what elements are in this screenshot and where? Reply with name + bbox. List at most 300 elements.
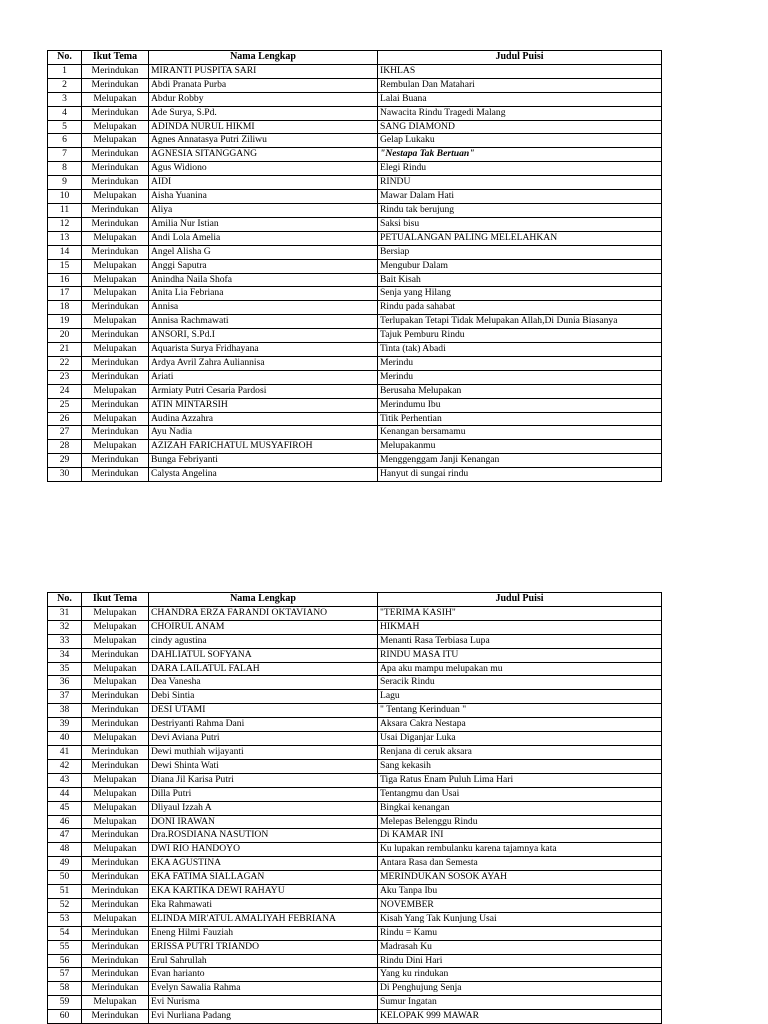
cell-no: 12: [48, 217, 82, 231]
cell-nama-lengkap: MIRANTI PUSPITA SARI: [149, 64, 378, 78]
table-row: [48, 690, 662, 704]
cell-judul-puisi: RINDU: [378, 176, 662, 190]
table-row: [48, 815, 662, 829]
cell-nama-lengkap: ELINDA MIR'ATUL AMALIYAH FEBRIANA: [149, 912, 378, 926]
cell-ikut-tema: Melupakan: [82, 231, 149, 245]
table-row: [48, 732, 662, 746]
cell-nama-lengkap: Devi Aviana Putri: [149, 732, 378, 746]
cell-ikut-tema: Merindukan: [82, 370, 149, 384]
cell-judul-puisi: Saksi bisu: [378, 217, 662, 231]
cell-ikut-tema: Merindukan: [82, 885, 149, 899]
cell-judul-puisi: Kenangan bersamamu: [378, 426, 662, 440]
cell-ikut-tema: Melupakan: [82, 440, 149, 454]
cell-no: 17: [48, 287, 82, 301]
cell-judul-puisi: Senja yang Hilang: [378, 287, 662, 301]
cell-judul-puisi: Berusaha Melupakan: [378, 384, 662, 398]
cell-judul-puisi: Rembulan Dan Matahari: [378, 78, 662, 92]
table-row: [48, 412, 662, 426]
cell-judul-puisi: PETUALANGAN PALING MELELAHKAN: [378, 231, 662, 245]
cell-judul-puisi: Tiga Ratus Enam Puluh Lima Hari: [378, 773, 662, 787]
cell-ikut-tema: Melupakan: [82, 801, 149, 815]
cell-judul-puisi: Bersiap: [378, 245, 662, 259]
cell-ikut-tema: Melupakan: [82, 190, 149, 204]
cell-judul-puisi: " Tentang Kerinduan ": [378, 704, 662, 718]
cell-no: 33: [48, 634, 82, 648]
cell-nama-lengkap: Agnes Annatasya Putri Ziliwu: [149, 134, 378, 148]
table-row: [48, 982, 662, 996]
cell-no: 29: [48, 454, 82, 468]
table-row: [48, 454, 662, 468]
cell-no: 47: [48, 829, 82, 843]
cell-judul-puisi: Aku Tanpa Ibu: [378, 885, 662, 899]
cell-ikut-tema: Merindukan: [82, 1010, 149, 1024]
cell-nama-lengkap: cindy agustina: [149, 634, 378, 648]
cell-ikut-tema: Merindukan: [82, 217, 149, 231]
cell-no: 5: [48, 120, 82, 134]
cell-ikut-tema: Merindukan: [82, 148, 149, 162]
table-row: [48, 801, 662, 815]
table-row: [48, 843, 662, 857]
cell-no: 45: [48, 801, 82, 815]
cell-judul-puisi: Rindu tak berujung: [378, 203, 662, 217]
cell-judul-puisi: Renjana di ceruk aksara: [378, 745, 662, 759]
cell-nama-lengkap: Dliyaul Izzah A: [149, 801, 378, 815]
cell-ikut-tema: Merindukan: [82, 690, 149, 704]
cell-nama-lengkap: AZIZAH FARICHATUL MUSYAFIROH: [149, 440, 378, 454]
cell-judul-puisi: Merindumu Ibu: [378, 398, 662, 412]
cell-nama-lengkap: ANSORI, S.Pd.I: [149, 329, 378, 343]
cell-nama-lengkap: Amilia Nur Istian: [149, 217, 378, 231]
cell-no: 60: [48, 1010, 82, 1024]
cell-nama-lengkap: DAHLIATUL SOFYANA: [149, 648, 378, 662]
header-nama-lengkap: Nama Lengkap: [149, 593, 378, 607]
table-row: [48, 176, 662, 190]
table-row: [48, 606, 662, 620]
cell-nama-lengkap: Eneng Hilmi Fauziah: [149, 926, 378, 940]
cell-ikut-tema: Merindukan: [82, 356, 149, 370]
cell-no: 13: [48, 231, 82, 245]
cell-nama-lengkap: AGNESIA SITANGGANG: [149, 148, 378, 162]
cell-judul-puisi: Di Penghujung Senja: [378, 982, 662, 996]
cell-ikut-tema: Melupakan: [82, 120, 149, 134]
table-row: [48, 885, 662, 899]
cell-no: 42: [48, 759, 82, 773]
cell-judul-puisi: Yang ku rindukan: [378, 968, 662, 982]
cell-ikut-tema: Melupakan: [82, 996, 149, 1010]
cell-ikut-tema: Melupakan: [82, 773, 149, 787]
cell-no: 11: [48, 203, 82, 217]
cell-ikut-tema: Merindukan: [82, 898, 149, 912]
cell-nama-lengkap: Anggi Saputra: [149, 259, 378, 273]
cell-no: 49: [48, 857, 82, 871]
cell-nama-lengkap: Ade Surya, S.Pd.: [149, 106, 378, 120]
cell-nama-lengkap: Ardya Avril Zahra Auliannisa: [149, 356, 378, 370]
cell-ikut-tema: Merindukan: [82, 78, 149, 92]
cell-judul-puisi: Elegi Rindu: [378, 162, 662, 176]
cell-judul-puisi: "Nestapa Tak Bertuan": [378, 148, 662, 162]
cell-no: 36: [48, 676, 82, 690]
cell-nama-lengkap: Erul Sahrullah: [149, 954, 378, 968]
table-row: [48, 829, 662, 843]
table-row: [48, 926, 662, 940]
table-row: [48, 217, 662, 231]
table-row: [48, 64, 662, 78]
cell-ikut-tema: Melupakan: [82, 634, 149, 648]
cell-nama-lengkap: Dra.ROSDIANA NASUTION: [149, 829, 378, 843]
table-row: [48, 468, 662, 482]
table-row: [48, 120, 662, 134]
table-body: [48, 64, 662, 481]
cell-no: 52: [48, 898, 82, 912]
cell-nama-lengkap: ADINDA NURUL HIKMI: [149, 120, 378, 134]
cell-nama-lengkap: ERISSA PUTRI TRIANDO: [149, 940, 378, 954]
cell-no: 46: [48, 815, 82, 829]
cell-judul-puisi: KELOPAK 999 MAWAR: [378, 1010, 662, 1024]
cell-judul-puisi: Rindu pada sahabat: [378, 301, 662, 315]
cell-nama-lengkap: Evi Nurliana Padang: [149, 1010, 378, 1024]
cell-nama-lengkap: Aquarista Surya Fridhayana: [149, 343, 378, 357]
cell-ikut-tema: Melupakan: [82, 815, 149, 829]
table-row: [48, 148, 662, 162]
table-row: [48, 620, 662, 634]
cell-nama-lengkap: Audina Azzahra: [149, 412, 378, 426]
cell-nama-lengkap: Andi Lola Amelia: [149, 231, 378, 245]
roster-table-1: [47, 50, 662, 482]
cell-ikut-tema: Melupakan: [82, 134, 149, 148]
cell-no: 41: [48, 745, 82, 759]
cell-no: 7: [48, 148, 82, 162]
cell-no: 15: [48, 259, 82, 273]
cell-ikut-tema: Melupakan: [82, 732, 149, 746]
table-row: [48, 356, 662, 370]
table-row: [48, 370, 662, 384]
table-row: [48, 106, 662, 120]
cell-judul-puisi: Gelap Lukaku: [378, 134, 662, 148]
table-header-row: [48, 593, 662, 607]
cell-no: 31: [48, 606, 82, 620]
cell-nama-lengkap: DARA LAILATUL FALAH: [149, 662, 378, 676]
table-row: [48, 857, 662, 871]
cell-nama-lengkap: CHOIRUL ANAM: [149, 620, 378, 634]
table-row: [48, 745, 662, 759]
table-row: [48, 676, 662, 690]
cell-ikut-tema: Merindukan: [82, 954, 149, 968]
cell-nama-lengkap: Aisha Yuanina: [149, 190, 378, 204]
cell-ikut-tema: Merindukan: [82, 718, 149, 732]
table-row: [48, 787, 662, 801]
cell-nama-lengkap: Debi Sintia: [149, 690, 378, 704]
cell-ikut-tema: Melupakan: [82, 287, 149, 301]
cell-nama-lengkap: DONI IRAWAN: [149, 815, 378, 829]
header-ikut-tema: Ikut Tema: [82, 51, 149, 65]
cell-no: 22: [48, 356, 82, 370]
table-row: [48, 759, 662, 773]
cell-ikut-tema: Merindukan: [82, 982, 149, 996]
cell-ikut-tema: Merindukan: [82, 301, 149, 315]
cell-judul-puisi: Aksara Cakra Nestapa: [378, 718, 662, 732]
cell-no: 40: [48, 732, 82, 746]
cell-nama-lengkap: Dilla Putri: [149, 787, 378, 801]
cell-no: 54: [48, 926, 82, 940]
cell-nama-lengkap: Calysta Angelina: [149, 468, 378, 482]
cell-ikut-tema: Merindukan: [82, 245, 149, 259]
cell-nama-lengkap: Ayu Nadia: [149, 426, 378, 440]
cell-no: 2: [48, 78, 82, 92]
cell-nama-lengkap: Bunga Febriyanti: [149, 454, 378, 468]
cell-no: 21: [48, 343, 82, 357]
cell-judul-puisi: Kisah Yang Tak Kunjung Usai: [378, 912, 662, 926]
cell-ikut-tema: Merindukan: [82, 829, 149, 843]
cell-judul-puisi: Menanti Rasa Terbiasa Lupa: [378, 634, 662, 648]
cell-no: 50: [48, 871, 82, 885]
cell-judul-puisi: Ku lupakan rembulanku karena tajamnya kata: [378, 843, 662, 857]
cell-ikut-tema: Merindukan: [82, 106, 149, 120]
cell-ikut-tema: Merindukan: [82, 745, 149, 759]
cell-ikut-tema: Melupakan: [82, 315, 149, 329]
cell-no: 44: [48, 787, 82, 801]
cell-judul-puisi: HIKMAH: [378, 620, 662, 634]
cell-judul-puisi: NOVEMBER: [378, 898, 662, 912]
cell-ikut-tema: Merindukan: [82, 704, 149, 718]
cell-no: 23: [48, 370, 82, 384]
cell-no: 56: [48, 954, 82, 968]
table-row: [48, 231, 662, 245]
cell-no: 1: [48, 64, 82, 78]
cell-no: 26: [48, 412, 82, 426]
cell-nama-lengkap: Dewi muthiah wijayanti: [149, 745, 378, 759]
cell-no: 10: [48, 190, 82, 204]
cell-nama-lengkap: EKA FATIMA SIALLAGAN: [149, 871, 378, 885]
cell-no: 6: [48, 134, 82, 148]
header-nama-lengkap: Nama Lengkap: [149, 51, 378, 65]
cell-ikut-tema: Merindukan: [82, 468, 149, 482]
table-row: [48, 203, 662, 217]
table-row: [48, 996, 662, 1010]
cell-no: 51: [48, 885, 82, 899]
cell-no: 14: [48, 245, 82, 259]
table-header-row: [48, 51, 662, 65]
cell-judul-puisi: Melupakanmu: [378, 440, 662, 454]
cell-judul-puisi: Mawar Dalam Hati: [378, 190, 662, 204]
cell-judul-puisi: Nawacita Rindu Tragedi Malang: [378, 106, 662, 120]
cell-judul-puisi: Tajuk Pemburu Rindu: [378, 329, 662, 343]
table-row: [48, 968, 662, 982]
cell-ikut-tema: Merindukan: [82, 203, 149, 217]
cell-ikut-tema: Merindukan: [82, 176, 149, 190]
cell-judul-puisi: Seracik Rindu: [378, 676, 662, 690]
cell-no: 57: [48, 968, 82, 982]
cell-no: 8: [48, 162, 82, 176]
cell-nama-lengkap: Dewi Shinta Wati: [149, 759, 378, 773]
cell-nama-lengkap: DWI RIO HANDOYO: [149, 843, 378, 857]
cell-no: 58: [48, 982, 82, 996]
cell-judul-puisi: Di KAMAR INI: [378, 829, 662, 843]
table-row: [48, 190, 662, 204]
table-row: [48, 398, 662, 412]
cell-nama-lengkap: EKA KARTIKA DEWI RAHAYU: [149, 885, 378, 899]
table-row: [48, 301, 662, 315]
cell-nama-lengkap: Evi Nurisma: [149, 996, 378, 1010]
table-row: [48, 440, 662, 454]
table-row: [48, 315, 662, 329]
cell-ikut-tema: Melupakan: [82, 273, 149, 287]
cell-nama-lengkap: Aliya: [149, 203, 378, 217]
table-row: [48, 384, 662, 398]
table-row: [48, 343, 662, 357]
cell-nama-lengkap: Evan harianto: [149, 968, 378, 982]
cell-nama-lengkap: Armiaty Putri Cesaria Pardosi: [149, 384, 378, 398]
cell-ikut-tema: Melupakan: [82, 259, 149, 273]
cell-judul-puisi: Rindu Dini Hari: [378, 954, 662, 968]
cell-judul-puisi: Bait Kisah: [378, 273, 662, 287]
cell-nama-lengkap: Abdi Pranata Purba: [149, 78, 378, 92]
cell-nama-lengkap: DESI UTAMI: [149, 704, 378, 718]
cell-no: 37: [48, 690, 82, 704]
cell-judul-puisi: Sumur Ingatan: [378, 996, 662, 1010]
cell-judul-puisi: Tentangmu dan Usai: [378, 787, 662, 801]
table-row: [48, 78, 662, 92]
cell-ikut-tema: Melupakan: [82, 787, 149, 801]
table-row: [48, 773, 662, 787]
cell-ikut-tema: Melupakan: [82, 343, 149, 357]
cell-judul-puisi: Mengubur Dalam: [378, 259, 662, 273]
cell-no: 27: [48, 426, 82, 440]
cell-ikut-tema: Melupakan: [82, 912, 149, 926]
cell-nama-lengkap: ATIN MINTARSIH: [149, 398, 378, 412]
table-row: [48, 718, 662, 732]
cell-judul-puisi: Bingkai kenangan: [378, 801, 662, 815]
cell-judul-puisi: Melepas Belenggu Rindu: [378, 815, 662, 829]
cell-ikut-tema: Melupakan: [82, 412, 149, 426]
cell-no: 4: [48, 106, 82, 120]
cell-judul-puisi: Usai Diganjar Luka: [378, 732, 662, 746]
cell-ikut-tema: Melupakan: [82, 384, 149, 398]
cell-judul-puisi: Menggenggam Janji Kenangan: [378, 454, 662, 468]
cell-ikut-tema: Merindukan: [82, 648, 149, 662]
cell-judul-puisi: Merindu: [378, 370, 662, 384]
cell-judul-puisi: MERINDUKAN SOSOK AYAH: [378, 871, 662, 885]
cell-ikut-tema: Merindukan: [82, 426, 149, 440]
cell-nama-lengkap: Abdur Robby: [149, 92, 378, 106]
cell-ikut-tema: Merindukan: [82, 871, 149, 885]
cell-no: 18: [48, 301, 82, 315]
cell-no: 34: [48, 648, 82, 662]
cell-no: 48: [48, 843, 82, 857]
cell-nama-lengkap: Anita Lia Febriana: [149, 287, 378, 301]
header-no: No.: [48, 593, 82, 607]
cell-no: 35: [48, 662, 82, 676]
table-row: [48, 259, 662, 273]
table-row: [48, 704, 662, 718]
cell-nama-lengkap: CHANDRA ERZA FARANDI OKTAVIANO: [149, 606, 378, 620]
cell-judul-puisi: Apa aku mampu melupakan mu: [378, 662, 662, 676]
cell-ikut-tema: Merindukan: [82, 329, 149, 343]
cell-no: 59: [48, 996, 82, 1010]
cell-nama-lengkap: Annisa Rachmawati: [149, 315, 378, 329]
cell-ikut-tema: Merindukan: [82, 857, 149, 871]
cell-ikut-tema: Merindukan: [82, 926, 149, 940]
cell-judul-puisi: Lagu: [378, 690, 662, 704]
cell-no: 30: [48, 468, 82, 482]
cell-ikut-tema: Merindukan: [82, 64, 149, 78]
table-row: [48, 134, 662, 148]
header-judul-puisi: Judul Puisi: [378, 593, 662, 607]
header-no: No.: [48, 51, 82, 65]
cell-ikut-tema: Merindukan: [82, 759, 149, 773]
cell-judul-puisi: IKHLAS: [378, 64, 662, 78]
cell-nama-lengkap: AIDI: [149, 176, 378, 190]
cell-judul-puisi: Rindu = Kamu: [378, 926, 662, 940]
cell-judul-puisi: RINDU MASA ITU: [378, 648, 662, 662]
cell-no: 28: [48, 440, 82, 454]
table-row: [48, 1010, 662, 1024]
table-row: [48, 273, 662, 287]
cell-nama-lengkap: Eka Rahmawati: [149, 898, 378, 912]
cell-judul-puisi: "TERIMA KASIH": [378, 606, 662, 620]
cell-no: 3: [48, 92, 82, 106]
cell-no: 55: [48, 940, 82, 954]
cell-no: 38: [48, 704, 82, 718]
cell-no: 20: [48, 329, 82, 343]
cell-judul-puisi: Tinta (tak) Abadi: [378, 343, 662, 357]
cell-judul-puisi: Titik Perhentian: [378, 412, 662, 426]
header-judul-puisi: Judul Puisi: [378, 51, 662, 65]
cell-judul-puisi: Merindu: [378, 356, 662, 370]
table-row: [48, 426, 662, 440]
cell-ikut-tema: Melupakan: [82, 843, 149, 857]
cell-ikut-tema: Merindukan: [82, 398, 149, 412]
cell-no: 19: [48, 315, 82, 329]
cell-no: 43: [48, 773, 82, 787]
cell-judul-puisi: Madrasah Ku: [378, 940, 662, 954]
cell-nama-lengkap: Dea Vanesha: [149, 676, 378, 690]
table-row: [48, 329, 662, 343]
table-row: [48, 871, 662, 885]
cell-nama-lengkap: Destriyanti Rahma Dani: [149, 718, 378, 732]
table-row: [48, 162, 662, 176]
cell-judul-puisi: Hanyut di sungai rindu: [378, 468, 662, 482]
table-row: [48, 898, 662, 912]
table-row: [48, 940, 662, 954]
roster-table-2: [47, 592, 662, 1024]
cell-nama-lengkap: Agus Widiono: [149, 162, 378, 176]
cell-judul-puisi: SANG DIAMOND: [378, 120, 662, 134]
cell-no: 32: [48, 620, 82, 634]
table-row: [48, 648, 662, 662]
cell-ikut-tema: Merindukan: [82, 162, 149, 176]
cell-judul-puisi: Antara Rasa dan Semesta: [378, 857, 662, 871]
table-row: [48, 245, 662, 259]
header-ikut-tema: Ikut Tema: [82, 593, 149, 607]
table-body: [48, 606, 662, 1023]
table-row: [48, 634, 662, 648]
cell-ikut-tema: Melupakan: [82, 662, 149, 676]
cell-nama-lengkap: Angel Alisha G: [149, 245, 378, 259]
cell-ikut-tema: Merindukan: [82, 454, 149, 468]
cell-ikut-tema: Melupakan: [82, 92, 149, 106]
cell-no: 53: [48, 912, 82, 926]
cell-nama-lengkap: Annisa: [149, 301, 378, 315]
table-row: [48, 662, 662, 676]
table-row: [48, 92, 662, 106]
table-row: [48, 912, 662, 926]
cell-no: 25: [48, 398, 82, 412]
cell-judul-puisi: Terlupakan Tetapi Tidak Melupakan Allah,Di Dunia Biasanya: [378, 315, 662, 329]
cell-judul-puisi: Lalai Buana: [378, 92, 662, 106]
cell-ikut-tema: Merindukan: [82, 968, 149, 982]
cell-nama-lengkap: Diana Jil Karisa Putri: [149, 773, 378, 787]
cell-ikut-tema: Melupakan: [82, 620, 149, 634]
